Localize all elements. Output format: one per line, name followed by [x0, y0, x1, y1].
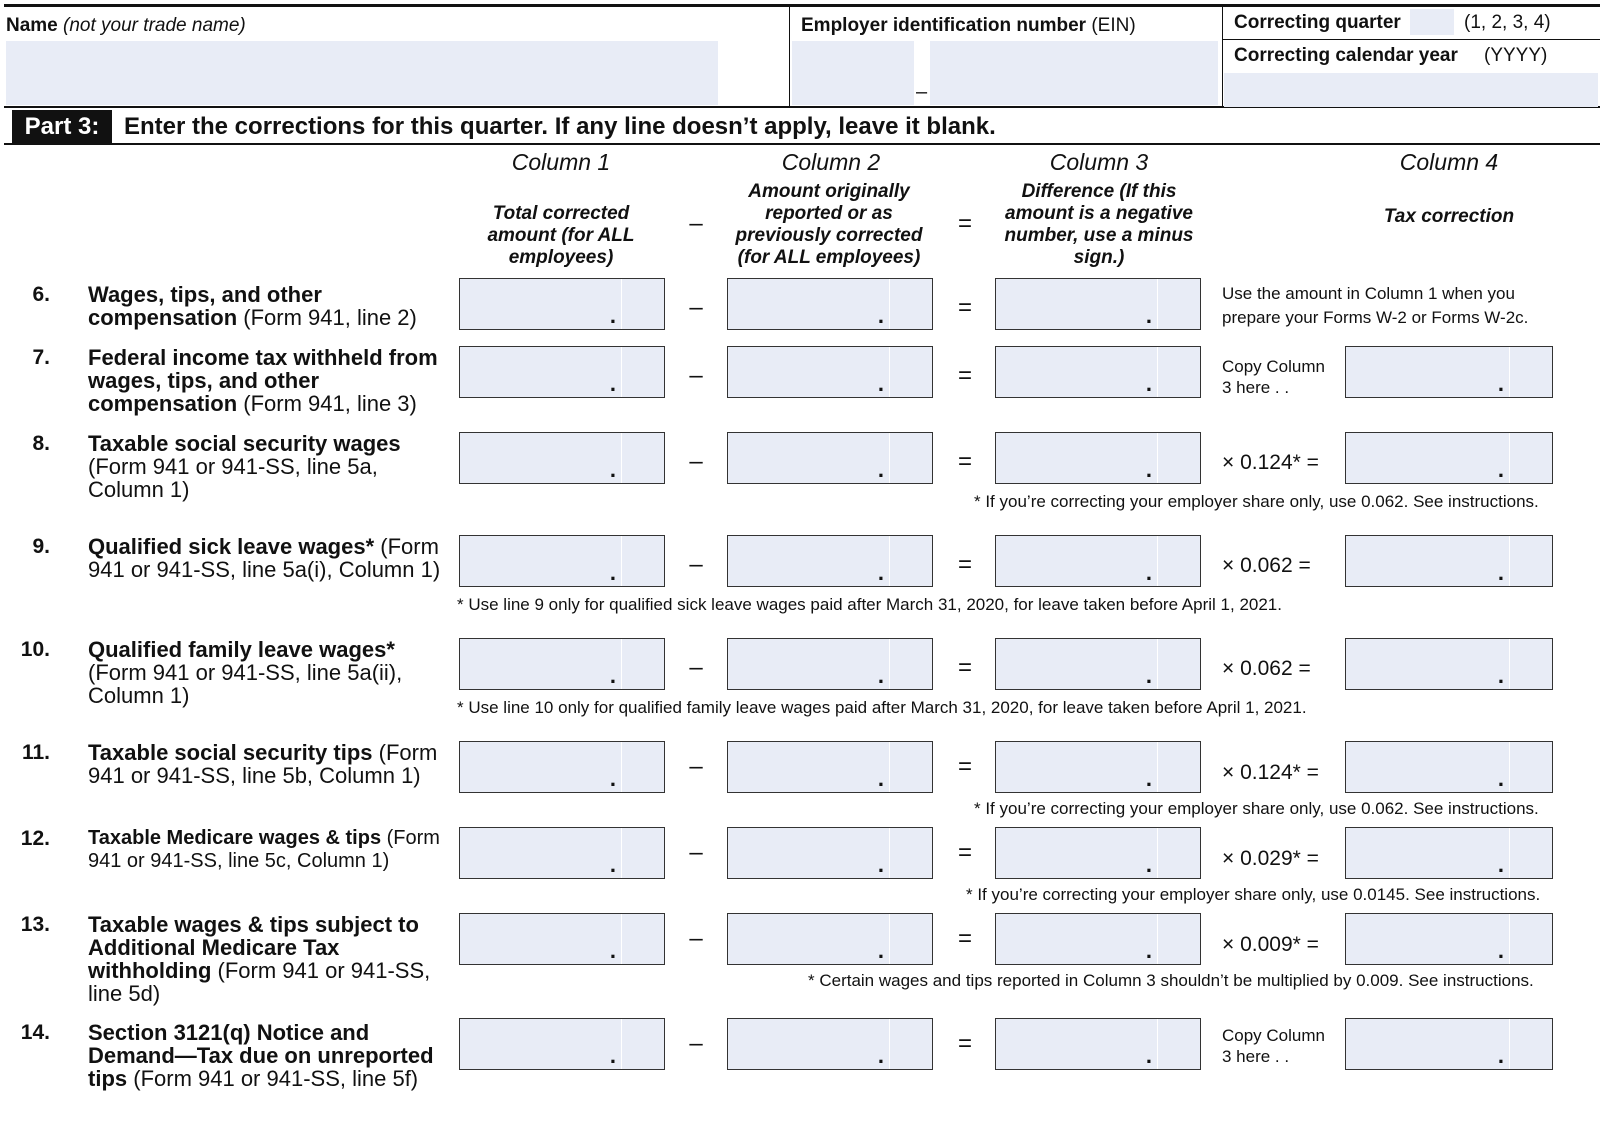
column-4-description: Tax correction [1383, 206, 1515, 227]
column-3-input[interactable] [995, 827, 1201, 879]
column-4-input[interactable] [1345, 741, 1553, 793]
name-input[interactable] [6, 41, 718, 105]
footnote: * If you’re correcting your employer share only, use 0.0145. See instructions. [966, 885, 1541, 904]
equals-sign: = [957, 1030, 972, 1057]
line-description: Taxable social security tips (Form 941 or 941-SS, line 5b, Column 1) [88, 740, 438, 788]
correcting-quarter-input[interactable] [1410, 9, 1454, 35]
line-number: 7. [32, 346, 50, 369]
column-3-input[interactable] [995, 535, 1201, 587]
column-4-input[interactable] [1345, 913, 1553, 965]
line-description: Federal income tax withheld from wages, tips, and other compensation (Form 941, line 3) [88, 345, 438, 416]
column-4-input[interactable] [1345, 1018, 1553, 1070]
column-4-input[interactable] [1345, 346, 1553, 398]
column-3-input[interactable] [995, 1018, 1201, 1070]
column-4-input[interactable] [1345, 535, 1553, 587]
column-1-input[interactable] [459, 1018, 665, 1070]
column-2-input[interactable] [727, 278, 933, 330]
part-3-tag: Part 3: [12, 110, 112, 143]
part-3-heading [4, 110, 1600, 145]
line-number: 11. [21, 741, 50, 764]
multiplier: × 0.124* = [1222, 451, 1319, 474]
copy-column-3-instruction: Copy Column 3 here . . [1222, 1026, 1325, 1066]
minus-sign: – [689, 362, 703, 389]
equals-sign: = [957, 654, 972, 681]
column-4-input[interactable] [1345, 827, 1553, 879]
column-1-input[interactable] [459, 741, 665, 793]
multiplier: × 0.062 = [1222, 554, 1311, 577]
copy-column-3-instruction: Copy Column 3 here . . [1222, 357, 1325, 397]
column-2-input[interactable] [727, 535, 933, 587]
minus-sign: – [689, 294, 703, 321]
column-1-input[interactable] [459, 638, 665, 690]
column-1-input[interactable] [459, 432, 665, 484]
footnote: * Certain wages and tips reported in Column 3 shouldn’t be multiplied by 0.009. See instructions. [808, 971, 1534, 990]
ein-label: Employer identification number (EIN) [801, 15, 1136, 36]
ein-prefix-input[interactable] [792, 41, 914, 105]
column-2-input[interactable] [727, 638, 933, 690]
minus-sign: – [689, 448, 703, 475]
line-description: Taxable social security wages (Form 941 or 941-SS, line 5a, Column 1) [88, 431, 401, 502]
footnote: * Use line 10 only for qualified family leave wages paid after March 31, 2020, for leave taken before April 1, 2021. [457, 698, 1307, 717]
correcting-year-input[interactable] [1224, 73, 1598, 107]
equals-sign: = [957, 925, 972, 952]
column-2-input[interactable] [727, 913, 933, 965]
column-2-input[interactable] [727, 1018, 933, 1070]
column-1-heading: Column 1 [511, 149, 611, 175]
line-description: Section 3121(q) Notice and Demand—Tax due on unreported tips (Form 941 or 941-SS, line 5f) [88, 1020, 434, 1091]
line-description: Taxable wages & tips subject to Additional Medicare Tax withholding (Form 941 or 941-SS, line 5d) [88, 912, 431, 1006]
part-3-title: Enter the corrections for this quarter. If any line doesn’t apply, leave it blank. [124, 113, 996, 140]
column-2-input[interactable] [727, 741, 933, 793]
column-3-input[interactable] [995, 278, 1201, 330]
equals-sign: = [957, 839, 972, 866]
equals-sign: = [957, 551, 972, 578]
ein-suffix-input[interactable] [930, 41, 1218, 105]
column-4-input[interactable] [1345, 638, 1553, 690]
column-1-input[interactable] [459, 278, 665, 330]
line-number: 9. [32, 535, 50, 558]
column-1-input[interactable] [459, 346, 665, 398]
column-1-description: Total corrected amount (for ALL employees) [487, 203, 635, 268]
footnote: * If you’re correcting your employer share only, use 0.062. See instructions. [974, 799, 1539, 818]
column-2-description: Amount originally reported or as previously corrected (for ALL employees) [735, 181, 923, 268]
ein-dash: – [916, 81, 928, 103]
minus-sign: – [689, 839, 703, 866]
column-2-input[interactable] [727, 346, 933, 398]
minus-sign: – [689, 925, 703, 952]
column-4-input[interactable] [1345, 432, 1553, 484]
column-3-input[interactable] [995, 432, 1201, 484]
column-1-input[interactable] [459, 827, 665, 879]
minus-sign: – [689, 753, 703, 780]
correcting-quarter-hint: (1, 2, 3, 4) [1464, 12, 1551, 33]
form-header [4, 4, 1600, 108]
line-number: 6. [32, 283, 50, 306]
column-1-input[interactable] [459, 535, 665, 587]
column-2-input[interactable] [727, 432, 933, 484]
line-description: Qualified sick leave wages* (Form 941 or 941-SS, line 5a(i), Column 1) [88, 534, 441, 582]
line-description: Taxable Medicare wages & tips (Form 941 or 941-SS, line 5c, Column 1) [88, 827, 440, 872]
header-equals-sign: = [957, 210, 972, 237]
multiplier: × 0.009* = [1222, 933, 1319, 956]
correcting-quarter-label: Correcting quarter [1234, 12, 1401, 33]
column-3-heading: Column 3 [1049, 149, 1149, 175]
line-number: 14. [20, 1021, 50, 1044]
equals-sign: = [957, 362, 972, 389]
multiplier: × 0.124* = [1222, 761, 1319, 784]
equals-sign: = [957, 753, 972, 780]
line-number: 8. [32, 432, 50, 455]
line-number: 12. [20, 827, 50, 850]
correcting-year-label: Correcting calendar year [1234, 45, 1458, 66]
line-number: 13. [20, 913, 50, 936]
line-description: Wages, tips, and other compensation (Form 941, line 2) [88, 282, 417, 330]
column-2-heading: Column 2 [781, 149, 881, 175]
column-4-heading: Column 4 [1399, 149, 1499, 175]
footnote: * If you’re correcting your employer share only, use 0.062. See instructions. [974, 492, 1539, 511]
correcting-year-hint: (YYYY) [1484, 45, 1548, 66]
column-3-input[interactable] [995, 913, 1201, 965]
equals-sign: = [957, 294, 972, 321]
column-3-input[interactable] [995, 638, 1201, 690]
column-1-input[interactable] [459, 913, 665, 965]
minus-sign: – [689, 654, 703, 681]
name-label: Name (not your trade name) [6, 15, 246, 36]
minus-sign: – [689, 1030, 703, 1057]
multiplier: × 0.029* = [1222, 847, 1319, 870]
column-3-input[interactable] [995, 346, 1201, 398]
minus-sign: – [689, 551, 703, 578]
multiplier: × 0.062 = [1222, 657, 1311, 680]
column-3-input[interactable] [995, 741, 1201, 793]
header-minus-sign: – [689, 210, 703, 237]
column-3-description: Difference (If this amount is a negative number, use a minus sign.) [1004, 181, 1194, 268]
equals-sign: = [957, 448, 972, 475]
line-number: 10. [20, 638, 50, 661]
line-description: Qualified family leave wages* (Form 941 or 941-SS, line 5a(ii), Column 1) [88, 637, 403, 708]
use-column-1-note: Use the amount in Column 1 when you prepare your Forms W-2 or Forms W-2c. [1222, 284, 1529, 327]
footnote: * Use line 9 only for qualified sick leave wages paid after March 31, 2020, for leave taken before April 1, 2021. [457, 595, 1282, 614]
column-2-input[interactable] [727, 827, 933, 879]
